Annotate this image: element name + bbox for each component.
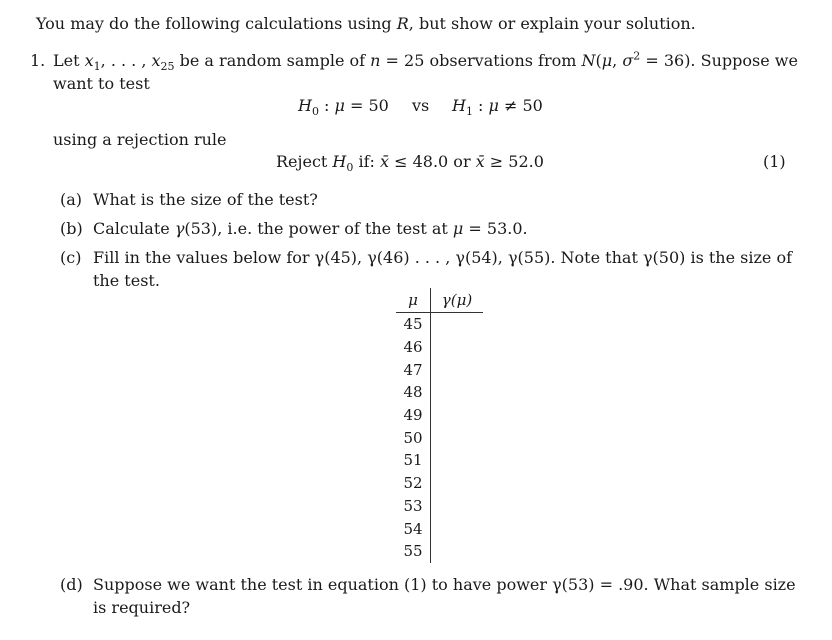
table-row [396,540,483,563]
hypothesis-alt: $H_1$ : μ ≠ 50 [452,96,543,119]
gamma-cell[interactable] [431,540,484,563]
gamma-cell[interactable] [431,381,484,404]
gamma-cell[interactable] [431,449,484,472]
mu-cell: 53 [396,495,431,518]
gamma-cell[interactable] [431,336,484,359]
gamma-cell[interactable] [431,404,484,427]
gamma-cell[interactable] [431,472,484,495]
header-mu: μ [396,288,431,313]
mu-cell: 47 [396,358,431,381]
gamma-cell[interactable] [431,313,484,336]
part-a-label: (a) [60,190,83,209]
table-row [396,358,483,381]
part-d-line-2: is required? [93,598,191,617]
table-row [396,495,483,518]
problem-number: 1. [30,51,46,70]
table-row [396,404,483,427]
mu-cell: 45 [396,313,431,336]
problem-line-1: Let $x_1$, . . . , $x_{25}$ be a random sample of n = 25 observations from N(μ, $\sigma^2 = 36$). Suppose we [53,49,798,74]
table-row [396,517,483,540]
mu-cell: 46 [396,336,431,359]
problem-line-2: want to test [53,74,150,93]
gamma-cell[interactable] [431,426,484,449]
gamma-cell[interactable] [431,495,484,518]
table-row [396,313,483,336]
rejection-rule: Reject $H_0$ if: x̄ ≤ 48.0 or x̄ ≥ 52.0 [276,152,544,175]
table-row [396,472,483,495]
part-c-line-1: Fill in the values below for γ(45), γ(46) . . . , γ(54), γ(55). Note that γ(50) is the size of [93,248,793,267]
mu-cell: 51 [396,449,431,472]
header-gamma: γ(μ) [431,288,484,313]
hypothesis-null: $H_0$ : μ = 50 [298,96,389,119]
mu-cell: 48 [396,381,431,404]
gamma-cell[interactable] [431,517,484,540]
mu-cell: 52 [396,472,431,495]
power-table [396,288,483,563]
part-d-label: (d) [60,575,83,594]
hypothesis-vs: vs [412,96,430,115]
table-row [396,449,483,472]
table-row [396,426,483,449]
rule-intro: using a rejection rule [53,130,227,149]
mu-cell: 54 [396,517,431,540]
part-b-label: (b) [60,219,83,238]
mu-cell: 49 [396,404,431,427]
part-a-text: What is the size of the test? [93,190,318,209]
part-c-line-2: the test. [93,271,160,290]
gamma-cell[interactable] [431,358,484,381]
mu-cell: 55 [396,540,431,563]
part-c-label: (c) [60,248,82,267]
part-b-text: Calculate γ(53), i.e. the power of the test at μ = 53.0. [93,219,528,238]
table-row [396,336,483,359]
mu-cell: 50 [396,426,431,449]
intro-text: You may do the following calculations using R, but show or explain your solution. [36,14,696,33]
part-d-line-1: Suppose we want the test in equation (1) to have power γ(53) = .90. What sample size [93,575,796,594]
table-row [396,381,483,404]
equation-number: (1) [763,152,786,171]
table-header-row [396,288,483,313]
